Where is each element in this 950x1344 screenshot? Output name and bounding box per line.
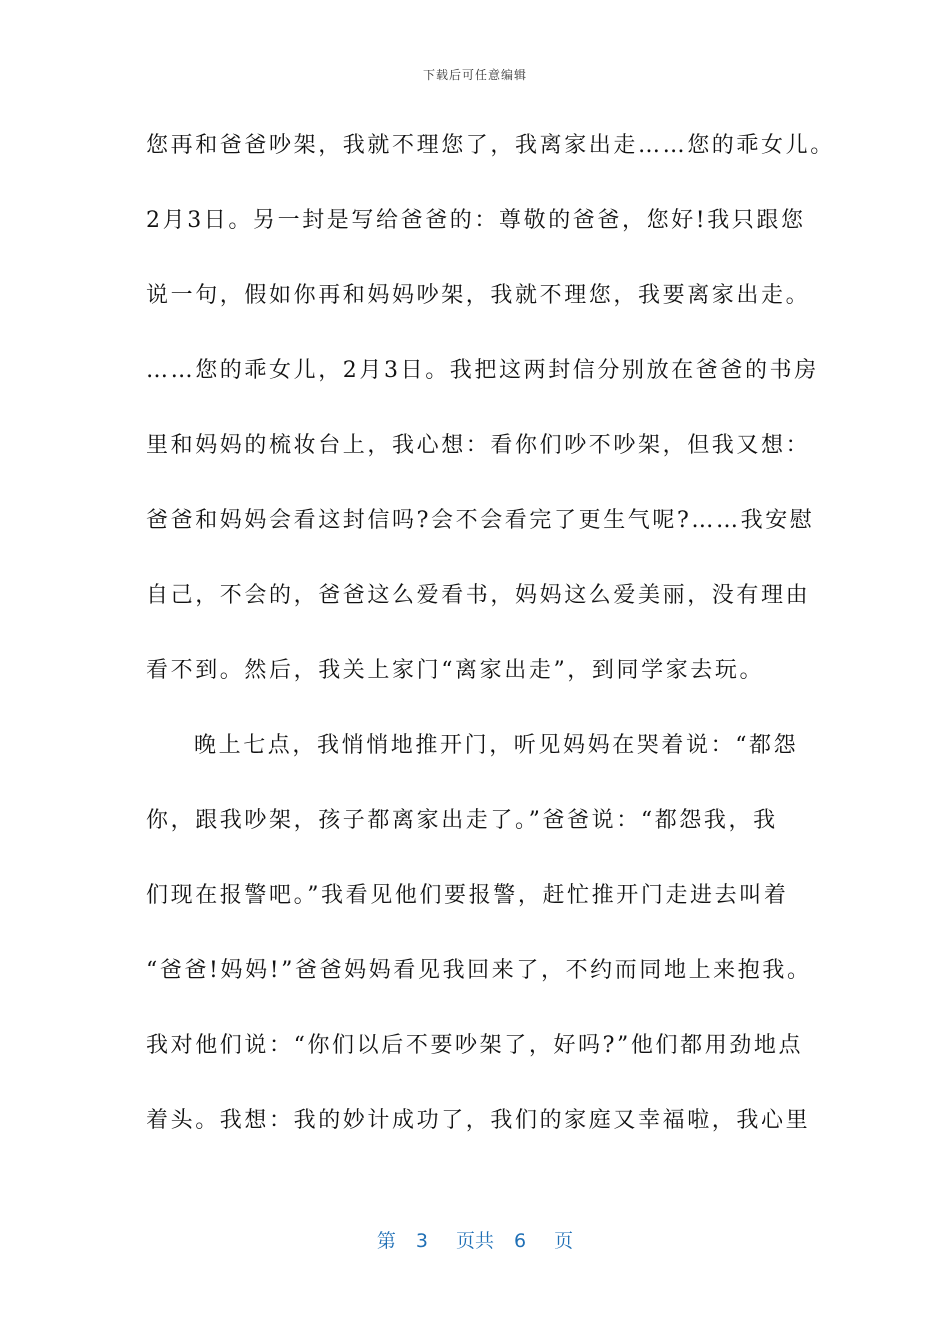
- text-line: 看不到。然后，我关上家门“离家出走”，到同学家去玩。: [146, 658, 765, 683]
- page-label-prefix: 第: [376, 1230, 396, 1252]
- text-line: 2月3日。另一封是写给爸爸的：尊敬的爸爸，您好!我只跟您: [146, 208, 806, 233]
- text-line: 爸爸和妈妈会看这封信吗?会不会看完了更生气呢?……我安慰: [146, 508, 815, 533]
- total-pages-number: 6: [514, 1230, 527, 1252]
- text-line: 您再和爸爸吵架，我就不理您了，我离家出走……您的乖女儿。: [146, 133, 835, 158]
- page-header: [0, 66, 950, 83]
- text-line: ……您的乖女儿，2月3日。我把这两封信分别放在爸爸的书房: [146, 358, 819, 383]
- current-page-number: 3: [415, 1230, 428, 1252]
- header-text: 下载后可任意编辑: [422, 68, 527, 82]
- text-line: 着头。我想：我的妙计成功了，我们的家庭又幸福啦，我心里: [146, 1108, 811, 1133]
- text-line: 我对他们说：“你们以后不要吵架了，好吗?”他们都用劲地点: [146, 1033, 804, 1058]
- page-label-middle: 页共: [455, 1230, 494, 1252]
- text-line: 自己，不会的，爸爸这么爱看书，妈妈这么爱美丽，没有理由: [146, 583, 811, 608]
- text-line: 们现在报警吧。”我看见他们要报警，赶忙推开门走进去叫着: [146, 883, 789, 908]
- text-line: 里和妈妈的梳妆台上，我心想：看你们吵不吵架，但我又想：: [146, 433, 811, 458]
- text-line: “爸爸!妈妈!”爸爸妈妈看见我回来了，不约而同地上来抱我。: [146, 958, 812, 983]
- page-label-suffix: 页: [554, 1230, 574, 1252]
- document-body: [146, 120, 835, 1170]
- page-footer: [0, 1226, 950, 1253]
- text-line: 你，跟我吵架，孩子都离家出走了。”爸爸说：“都怨我，我: [146, 808, 778, 833]
- text-line: 说一句，假如你再和妈妈吵架，我就不理您，我要离家出走。: [146, 283, 811, 308]
- paragraph-start-line: 晚上七点，我悄悄地推开门，听见妈妈在哭着说：“都怨: [194, 733, 799, 758]
